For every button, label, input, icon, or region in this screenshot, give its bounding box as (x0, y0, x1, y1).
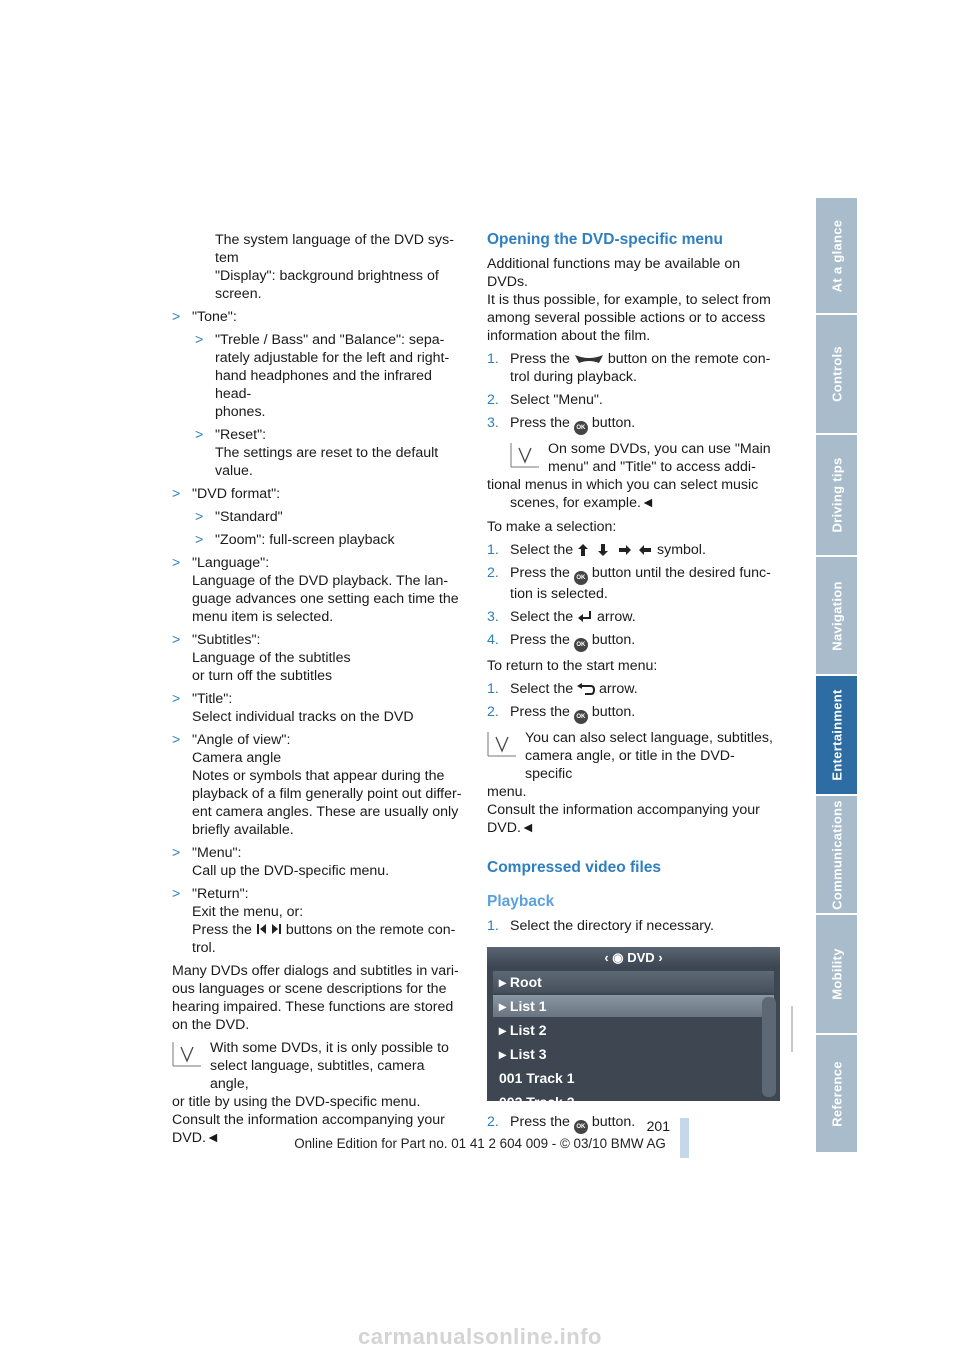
list-item-standard: > "Standard" (195, 509, 283, 525)
return-step-1: 1. Select the arrow. (487, 681, 638, 697)
ok-button-icon: OK (574, 1120, 588, 1134)
screen-row-list1: ▸ List 1 (493, 995, 774, 1017)
end-mark: ◄ (520, 820, 535, 836)
back-arrow-icon (577, 683, 595, 695)
chapter-sidebar (816, 198, 857, 1154)
tab-controls[interactable] (816, 315, 857, 433)
tab-label: Controls (829, 346, 844, 402)
ok-button-icon: OK (574, 571, 588, 585)
tab-label: Entertainment (829, 689, 844, 781)
note-dvd-specific-menu: With some DVDs, it is only possible to select language, subtitles, camera angle, or title by using the DVD-specific menu. Consult the information accompanying your DVD.◄ (172, 1040, 449, 1146)
return-step-2: 2. Press the OK button. (487, 703, 781, 724)
screen-row-track1: 001 Track 1 (499, 1070, 575, 1086)
ok-button-icon: OK (574, 638, 588, 652)
heading-playback: Playback (487, 893, 555, 910)
list-item-subtitles: > "Subtitles": Language of the subtitles or turn off the subtitles (172, 632, 351, 684)
tab-entertainment[interactable] (816, 676, 857, 794)
list-item-title: > "Title": Select individual tracks on the DVD (172, 691, 414, 725)
list-item-return: > "Return": Exit the menu, or: Press the buttons on the remote con- trol. (172, 886, 456, 956)
tab-label: Driving tips (829, 457, 844, 533)
tab-at-a-glance[interactable] (816, 198, 857, 313)
screen-scrollbar (762, 997, 776, 1097)
menu-button-icon (574, 353, 604, 365)
additional-functions-text: Additional functions may be available on DVDs. It is thus possible, for example, to select from among several possible actions or to access information about the film. (487, 256, 771, 344)
left-column (172, 231, 464, 1153)
screen-row-track2: 002 Track 2 (499, 1094, 575, 1110)
disc-icon: ◉ (612, 950, 624, 965)
screen-row-root: ▸ Root (493, 971, 774, 993)
return-start-label: To return to the start menu: (487, 658, 658, 674)
end-mark: ◄ (640, 495, 655, 511)
list-item-menu: > "Menu": Call up the DVD-specific menu. (172, 845, 390, 879)
ok-button-icon: OK (574, 710, 588, 724)
playback-step-1: 1. Select the directory if necessary. (487, 918, 714, 934)
list-item-zoom: > "Zoom": full-screen playback (195, 532, 395, 548)
list-item-tone: > "Tone": (172, 309, 237, 325)
list-item-treble: > "Treble / Bass" and "Balance": sepa- rately adjustable for the left and right- hand headphones and the infrared head- phones. (195, 332, 450, 420)
tab-label: Reference (829, 1060, 844, 1127)
tab-label: Mobility (829, 948, 844, 1000)
tab-communications[interactable] (816, 796, 857, 913)
step-1: 1. Press the button on the remote con- trol during playback. (487, 351, 771, 385)
note-icon (172, 1041, 202, 1067)
image-code-mark (788, 1006, 796, 1052)
note-main-menu: On some DVDs, you can use "Main menu" and "Title" to access addi- tional menus in which you can select music scenes, for example.◄ (487, 441, 771, 511)
playback-step-2: 2. Press the OK button. (487, 1113, 781, 1134)
watermark: carmanualsonline.info (358, 1324, 602, 1349)
step-3: 3. Press the OK button. (487, 414, 781, 435)
tab-label: At a glance (829, 219, 844, 292)
make-selection-label: To make a selection: (487, 519, 617, 535)
ok-button-icon: OK (574, 421, 588, 435)
selection-step-1: 1. Select the symbol. (487, 542, 706, 558)
idrive-screen-image (487, 947, 780, 1110)
direction-arrows-icon (577, 544, 653, 556)
note-icon (510, 442, 540, 468)
tab-reference[interactable] (816, 1035, 857, 1152)
tab-navigation[interactable] (816, 557, 857, 674)
end-mark: ◄ (205, 1130, 220, 1146)
selection-step-4: 4. Press the OK button. (487, 631, 781, 652)
page-number: 201 (646, 1118, 670, 1134)
selection-step-2: 2. Press the OK button until the desired func- tion is selected. (487, 565, 771, 602)
screen-row-list2: ▸ List 2 (499, 1022, 547, 1038)
note-icon (487, 731, 517, 757)
list-item-dvd-format: > "DVD format": (172, 486, 281, 502)
skip-buttons-icon (256, 922, 282, 936)
footer-text: Online Edition for Part no. 01 41 2 604 009 - © 03/10 BMW AG (294, 1136, 666, 1151)
note-language-options: You can also select language, subtitles, camera angle, or title in the DVD-specific menu. Consult the information accompanying your DVD.◄ (487, 730, 773, 836)
heading-opening-dvd-menu: Opening the DVD-specific menu (487, 231, 723, 248)
tab-driving-tips[interactable] (816, 435, 857, 555)
right-column (487, 231, 781, 1139)
step-2: 2. Select "Menu". (487, 392, 603, 408)
list-item-angle: > "Angle of view": Camera angle Notes or symbols that appear during the playback of a film generally point out differ- ent camera angles. These are usually only briefly available. (172, 732, 462, 838)
selection-step-3: 3. Select the arrow. (487, 609, 636, 625)
screen-row-list3: ▸ List 3 (499, 1046, 547, 1062)
screen-title-bar: ‹ ◉ DVD › (487, 947, 780, 969)
list-item-language: > "Language": Language of the DVD playback. The lan- guage advances one setting each time the menu item is selected. (172, 555, 459, 625)
system-language-text: The system language of the DVD sys- tem "Display": background brightness of screen. (215, 232, 454, 302)
tab-mobility[interactable] (816, 915, 857, 1033)
many-dvds-text: Many DVDs offer dialogs and subtitles in vari- ous languages or scene descriptions for the hearing impaired. These functions are stored on the DVD. (172, 963, 459, 1033)
enter-arrow-icon (577, 611, 593, 623)
heading-compressed-video: Compressed video files (487, 859, 662, 876)
list-item-reset: > "Reset": The settings are reset to the default value. (195, 427, 439, 479)
tab-label: Navigation (829, 580, 844, 651)
tab-label: Communications (829, 799, 844, 910)
